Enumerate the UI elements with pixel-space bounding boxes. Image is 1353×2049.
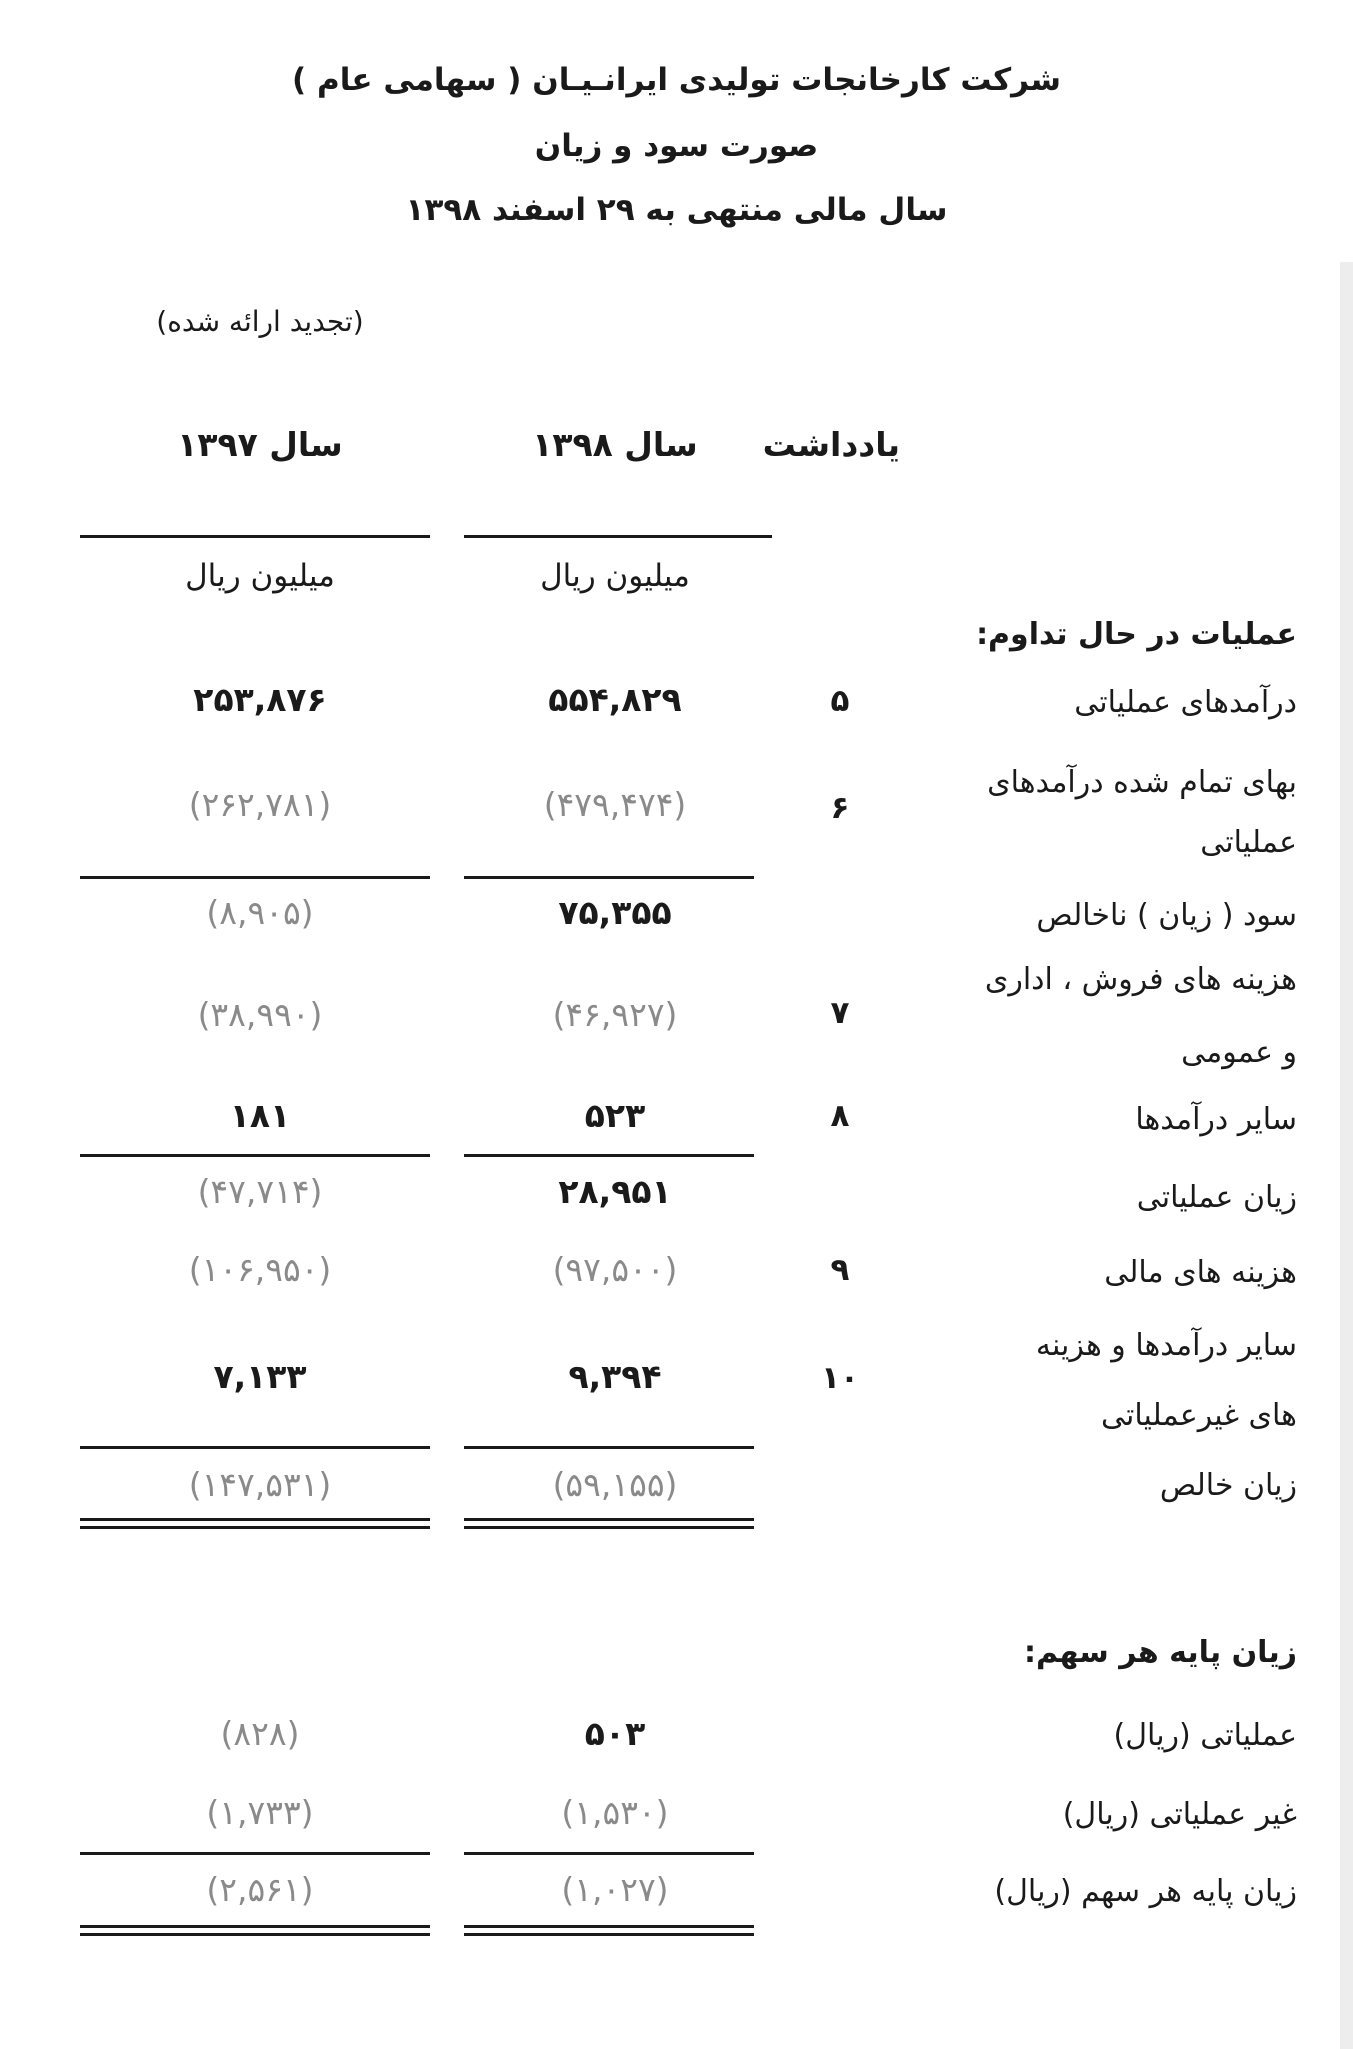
row-note-other-income: ۸	[830, 1098, 850, 1134]
row-value-1398-selling-admin: (۴۶,۹۲۷)	[552, 995, 678, 1034]
row-note-revenue: ۵	[830, 683, 850, 719]
row-label-other-income: سایر درآمدها	[1135, 1102, 1297, 1137]
row-value-1397-cost-of-revenue: (۲۶۲,۷۸۱)	[188, 785, 332, 824]
eps-label-non-operating: غیر عملیاتی (ریال)	[1062, 1797, 1297, 1832]
eps-double-rule-1397	[80, 1925, 430, 1936]
unit-1398: میلیون ریال	[540, 558, 690, 594]
eps-value-1397-non-operating: (۱,۷۳۳)	[206, 1793, 314, 1832]
restated-note: (تجدید ارائه شده)	[156, 305, 364, 338]
row-value-1398-gross-profit: ۷۵,۳۵۵	[558, 893, 672, 932]
row-label-non-operating-line1: سایر درآمدها و هزینه	[1035, 1328, 1297, 1363]
row-note-selling-admin: ۷	[830, 995, 850, 1031]
eps-value-1398-total: (۱,۰۲۷)	[561, 1870, 669, 1909]
operating-rule-1397	[80, 1154, 430, 1157]
subtotal-rule-1397	[80, 876, 430, 879]
row-label-cost-of-revenue-line2: عملیاتی	[1200, 825, 1297, 860]
row-label-gross-profit: سود ( زیان ) ناخالص	[1036, 898, 1297, 933]
pre-net-rule-1397	[80, 1446, 430, 1449]
row-note-cost-of-revenue: ۶	[830, 790, 850, 826]
row-value-1397-revenue: ۲۵۳,۸۷۶	[193, 680, 327, 719]
row-value-1397-other-income: ۱۸۱	[229, 1096, 291, 1135]
row-value-1398-operating-loss: ۲۸,۹۵۱	[558, 1172, 672, 1211]
row-value-1397-finance-costs: (۱۰۶,۹۵۰)	[188, 1250, 332, 1289]
subtotal-rule-1398	[464, 876, 754, 879]
operating-rule-1398	[464, 1154, 754, 1157]
page-edge-bar	[1340, 262, 1353, 2049]
company-name: شرکت کارخانجات تولیدی ایرانـیـان ( سهامی عام )	[292, 62, 1061, 98]
section-continuing-operations: عملیات در حال تداوم:	[976, 617, 1297, 652]
row-value-1398-cost-of-revenue: (۴۷۹,۴۷۴)	[543, 785, 687, 824]
period-title: سال مالی منتهی به ۲۹ اسفند ۱۳۹۸	[405, 192, 948, 228]
row-label-net-loss: زیان خالص	[1159, 1468, 1297, 1503]
row-value-1398-revenue: ۵۵۴,۸۲۹	[548, 680, 682, 719]
section-basic-loss-per-share: زیان پایه هر سهم:	[1023, 1635, 1297, 1670]
row-label-cost-of-revenue-line1: بهای تمام شده درآمدهای	[987, 765, 1297, 800]
row-value-1397-non-operating: ۷,۱۳۳	[213, 1357, 307, 1396]
eps-label-total: زیان پایه هر سهم (ریال)	[994, 1874, 1297, 1909]
eps-double-rule-1398	[464, 1925, 754, 1936]
row-value-1397-gross-profit: (۸,۹۰۵)	[206, 893, 314, 932]
row-value-1398-finance-costs: (۹۷,۵۰۰)	[552, 1250, 678, 1289]
row-label-selling-admin-line1: هزینه های فروش ، اداری	[984, 962, 1297, 997]
net-loss-double-rule-1397	[80, 1518, 430, 1529]
row-value-1398-non-operating: ۹,۳۹۴	[568, 1357, 662, 1396]
unit-1397: میلیون ریال	[185, 558, 335, 594]
net-loss-double-rule-1398	[464, 1518, 754, 1529]
row-value-1398-net-loss: (۵۹,۱۵۵)	[552, 1465, 678, 1504]
header-rule-1397	[80, 535, 430, 538]
eps-value-1398-non-operating: (۱,۵۳۰)	[561, 1793, 669, 1832]
column-header-note: یادداشت	[762, 425, 900, 464]
column-header-1398: سال ۱۳۹۸	[532, 425, 698, 464]
eps-rule-1398	[464, 1852, 754, 1855]
row-label-non-operating-line2: های غیرعملیاتی	[1101, 1398, 1297, 1433]
eps-label-operating: عملیاتی (ریال)	[1113, 1718, 1297, 1753]
header-rule-1398	[464, 535, 772, 538]
eps-rule-1397	[80, 1852, 430, 1855]
row-value-1397-selling-admin: (۳۸,۹۹۰)	[197, 995, 323, 1034]
statement-title: صورت سود و زیان	[534, 128, 819, 164]
row-note-finance-costs: ۹	[830, 1252, 850, 1288]
pre-net-rule-1398	[464, 1446, 754, 1449]
row-label-finance-costs: هزینه های مالی	[1104, 1255, 1297, 1290]
row-note-non-operating: ۱۰	[821, 1360, 859, 1396]
row-label-revenue: درآمدهای عملیاتی	[1074, 685, 1297, 720]
row-label-selling-admin-line2: و عمومی	[1181, 1035, 1297, 1070]
row-value-1397-net-loss: (۱۴۷,۵۳۱)	[188, 1465, 332, 1504]
eps-value-1397-total: (۲,۵۶۱)	[206, 1870, 314, 1909]
eps-value-1398-operating: ۵۰۳	[584, 1714, 646, 1753]
row-value-1398-other-income: ۵۲۳	[584, 1096, 646, 1135]
row-value-1397-operating-loss: (۴۷,۷۱۴)	[197, 1172, 323, 1211]
eps-value-1397-operating: (۸۲۸)	[220, 1714, 300, 1753]
column-header-1397: سال ۱۳۹۷	[177, 425, 343, 464]
row-label-operating-loss: زیان عملیاتی	[1136, 1180, 1297, 1215]
